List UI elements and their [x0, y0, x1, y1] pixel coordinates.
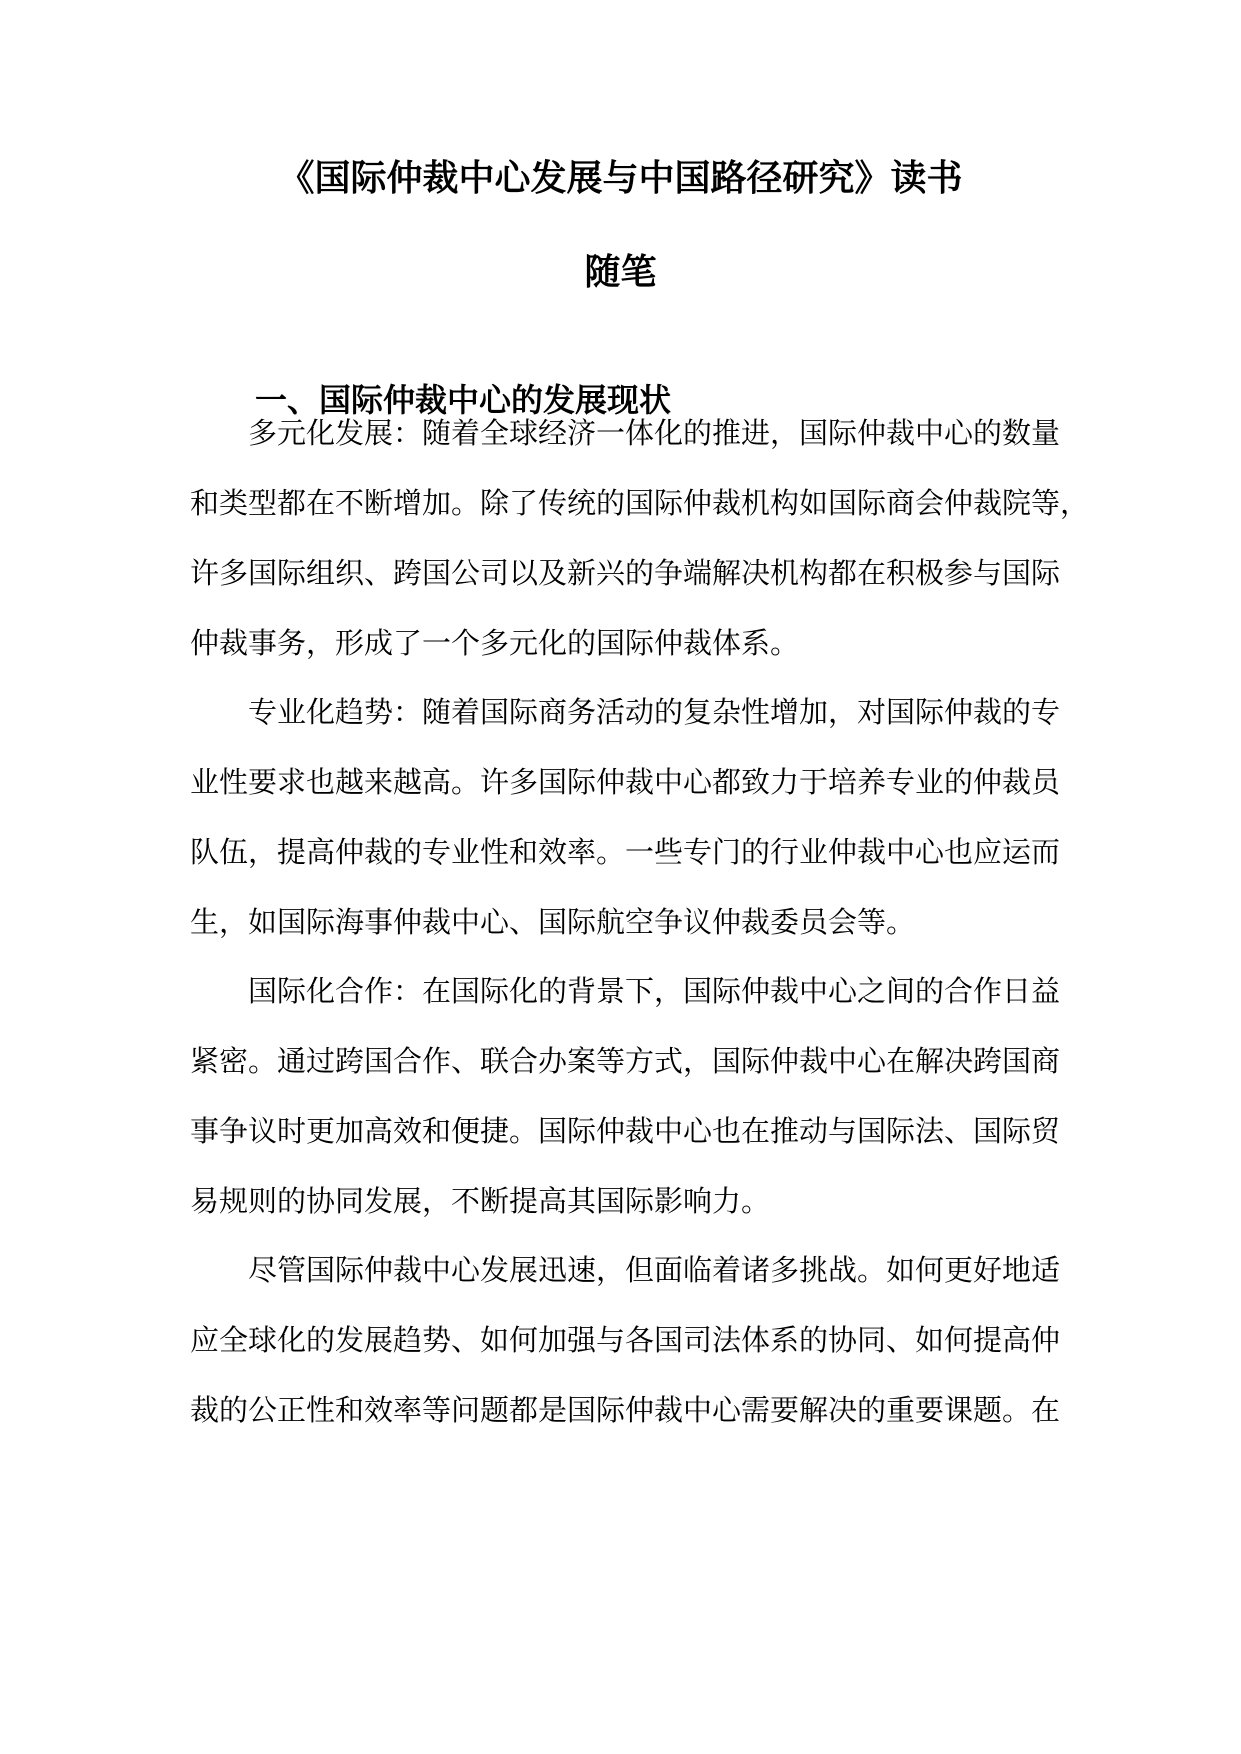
- paragraph-4-line-2: 应全球化的发展趋势、如何加强与各国司法体系的协同、如何提高仲: [190, 1323, 1061, 1357]
- section-heading: 一、国际仲裁中心的发展现状: [255, 381, 672, 419]
- paragraph-3-line-3: 事争议时更加高效和便捷。国际仲裁中心也在推动与国际法、国际贸: [190, 1114, 1061, 1148]
- paragraph-1-line-3: 许多国际组织、跨国公司以及新兴的争端解决机构都在积极参与国际: [190, 556, 1061, 590]
- paragraph-1-line-1: 多元化发展：随着全球经济一体化的推进，国际仲裁中心的数量: [248, 416, 1061, 450]
- document-title-line-1: 《国际仲裁中心发展与中国路径研究》读书: [278, 157, 963, 199]
- paragraph-2-line-1: 专业化趋势：随着国际商务活动的复杂性增加，对国际仲裁的专: [248, 695, 1061, 729]
- paragraph-1-line-4: 仲裁事务，形成了一个多元化的国际仲裁体系。: [190, 626, 800, 660]
- paragraph-3-line-2: 紧密。通过跨国合作、联合办案等方式，国际仲裁中心在解决跨国商: [190, 1044, 1061, 1078]
- paragraph-4-line-3: 裁的公正性和效率等问题都是国际仲裁中心需要解决的重要课题。在: [190, 1393, 1061, 1427]
- paragraph-3-line-1: 国际化合作：在国际化的背景下，国际仲裁中心之间的合作日益: [248, 974, 1061, 1008]
- paragraph-2-line-2: 业性要求也越来越高。许多国际仲裁中心都致力于培养专业的仲裁员: [190, 765, 1061, 799]
- document-title-line-2: 随笔: [584, 251, 657, 293]
- paragraph-3-line-4: 易规则的协同发展，不断提高其国际影响力。: [190, 1184, 771, 1218]
- paragraph-2-line-4: 生，如国际海事仲裁中心、国际航空争议仲裁委员会等。: [190, 905, 916, 939]
- paragraph-1-line-2: 和类型都在不断增加。除了传统的国际仲裁机构如国际商会仲裁院等，: [190, 486, 1090, 520]
- paragraph-4-line-1: 尽管国际仲裁中心发展迅速，但面临着诸多挑战。如何更好地适: [248, 1253, 1061, 1287]
- paragraph-2-line-3: 队伍，提高仲裁的专业性和效率。一些专门的行业仲裁中心也应运而: [190, 835, 1061, 869]
